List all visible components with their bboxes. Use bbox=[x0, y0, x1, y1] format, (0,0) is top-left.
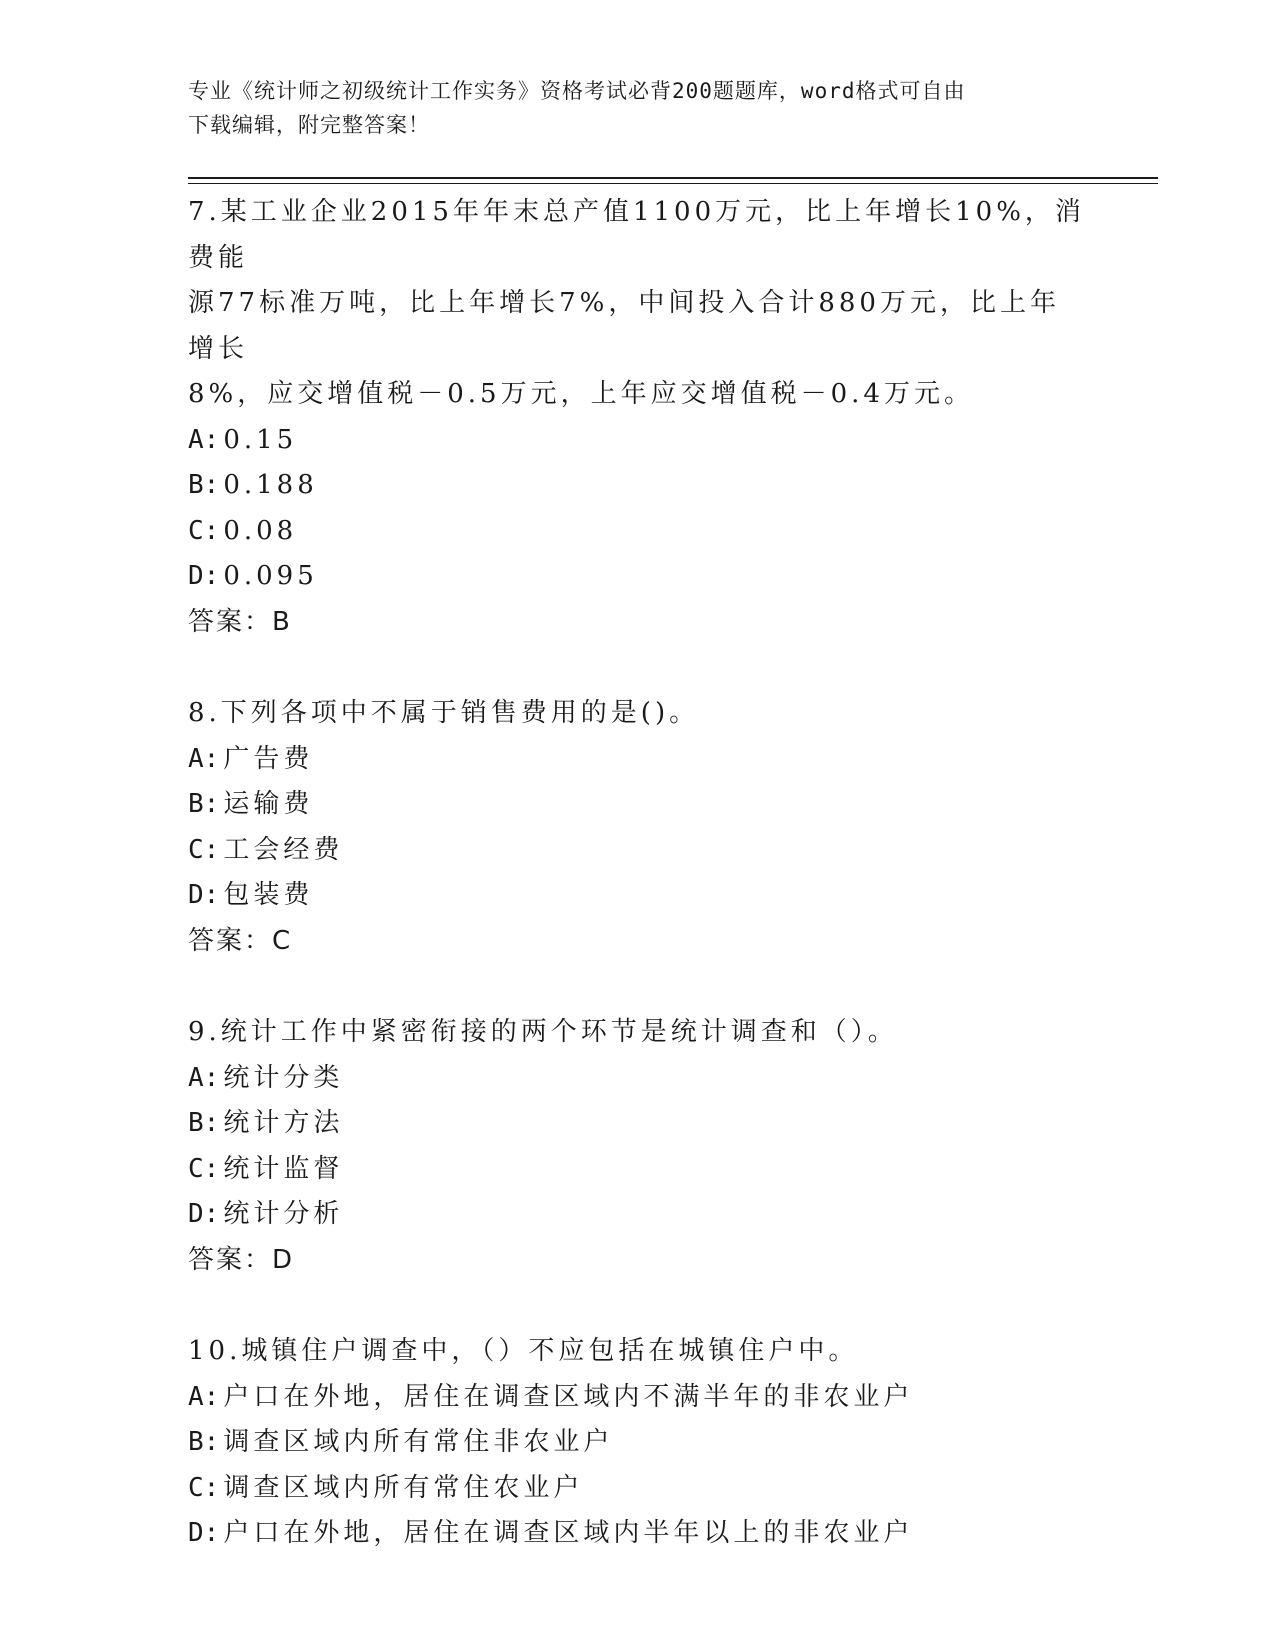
question-stem-line: 7.某工业企业2015年年末总产值1100万元，比上年增长10%，消费能 bbox=[188, 197, 1085, 273]
option-text: 统计方法 bbox=[223, 1108, 344, 1138]
question-9 bbox=[188, 1010, 1088, 1283]
question-stem-line: 9.统计工作中紧密衔接的两个环节是统计调查和（）。 bbox=[188, 1017, 898, 1047]
question-stem-line: 8%，应交增值税－0.5万元，上年应交增值税－0.4万元。 bbox=[188, 379, 974, 409]
header-line-1: 专业《统计师之初级统计工作实务》资格考试必背200题题库，word格式可自由 bbox=[188, 79, 966, 103]
option-text: 统计分类 bbox=[223, 1062, 344, 1093]
option-a bbox=[188, 737, 1088, 783]
option-text: 户口在外地，居住在调查区域内不满半年的非农业户 bbox=[223, 1381, 914, 1412]
option-a bbox=[188, 1375, 1088, 1421]
option-key: B: bbox=[188, 1108, 220, 1138]
option-b bbox=[188, 463, 1088, 509]
option-a bbox=[188, 418, 1088, 464]
option-text: 调查区域内所有常住农业户 bbox=[223, 1472, 584, 1503]
header-divider-thick bbox=[188, 177, 1158, 179]
option-text: 0.095 bbox=[223, 561, 318, 591]
answer-line: 答案：B bbox=[188, 606, 292, 637]
option-key: C: bbox=[188, 1472, 220, 1503]
option-text: 工会经费 bbox=[223, 834, 344, 865]
option-b bbox=[188, 1101, 1088, 1147]
option-key: A: bbox=[188, 1381, 220, 1412]
option-key: D: bbox=[188, 561, 220, 591]
answer-line: 答案：D bbox=[188, 1244, 295, 1275]
option-c bbox=[188, 1466, 1088, 1512]
option-text: 统计分析 bbox=[223, 1199, 344, 1229]
answer-line: 答案：C bbox=[188, 925, 293, 956]
option-key: D: bbox=[188, 880, 220, 910]
option-d bbox=[188, 1511, 1088, 1557]
option-a bbox=[188, 1056, 1088, 1102]
option-key: C: bbox=[188, 515, 220, 546]
question-7 bbox=[188, 190, 1088, 645]
option-key: C: bbox=[188, 834, 220, 865]
option-b bbox=[188, 1420, 1088, 1466]
option-key: B: bbox=[188, 1427, 220, 1457]
option-c bbox=[188, 828, 1088, 874]
option-c bbox=[188, 1147, 1088, 1193]
option-key: B: bbox=[188, 789, 220, 819]
option-key: D: bbox=[188, 1199, 220, 1229]
option-text: 包装费 bbox=[223, 880, 314, 910]
option-d bbox=[188, 554, 1088, 600]
option-key: A: bbox=[188, 1062, 220, 1093]
question-list bbox=[188, 190, 1088, 1603]
question-stem-line: 源77标准万吨，比上年增长7%，中间投入合计880万元，比上年增长 bbox=[188, 288, 1060, 364]
option-b bbox=[188, 782, 1088, 828]
header-line-2: 下载编辑，附完整答案！ bbox=[188, 113, 430, 137]
option-text: 0.188 bbox=[223, 470, 318, 500]
option-text: 运输费 bbox=[223, 789, 314, 819]
question-stem-line: 10.城镇住户调查中，（）不应包括在城镇住户中。 bbox=[188, 1336, 859, 1366]
option-text: 0.15 bbox=[223, 424, 298, 455]
option-text: 调查区域内所有常住非农业户 bbox=[223, 1427, 614, 1457]
option-key: B: bbox=[188, 470, 220, 500]
header-divider-thin bbox=[188, 183, 1158, 184]
option-text: 广告费 bbox=[223, 743, 314, 774]
option-text: 户口在外地，居住在调查区域内半年以上的非农业户 bbox=[223, 1518, 914, 1548]
option-d bbox=[188, 873, 1088, 919]
option-key: C: bbox=[188, 1153, 220, 1184]
option-text: 0.08 bbox=[223, 515, 298, 546]
option-c bbox=[188, 509, 1088, 555]
option-text: 统计监督 bbox=[223, 1153, 344, 1184]
question-8 bbox=[188, 691, 1088, 964]
option-d bbox=[188, 1192, 1088, 1238]
question-stem-line: 8.下列各项中不属于销售费用的是()。 bbox=[188, 698, 700, 728]
option-key: A: bbox=[188, 743, 220, 774]
option-key: A: bbox=[188, 424, 220, 455]
document-header bbox=[188, 74, 1068, 142]
option-key: D: bbox=[188, 1518, 220, 1548]
question-10 bbox=[188, 1329, 1088, 1557]
